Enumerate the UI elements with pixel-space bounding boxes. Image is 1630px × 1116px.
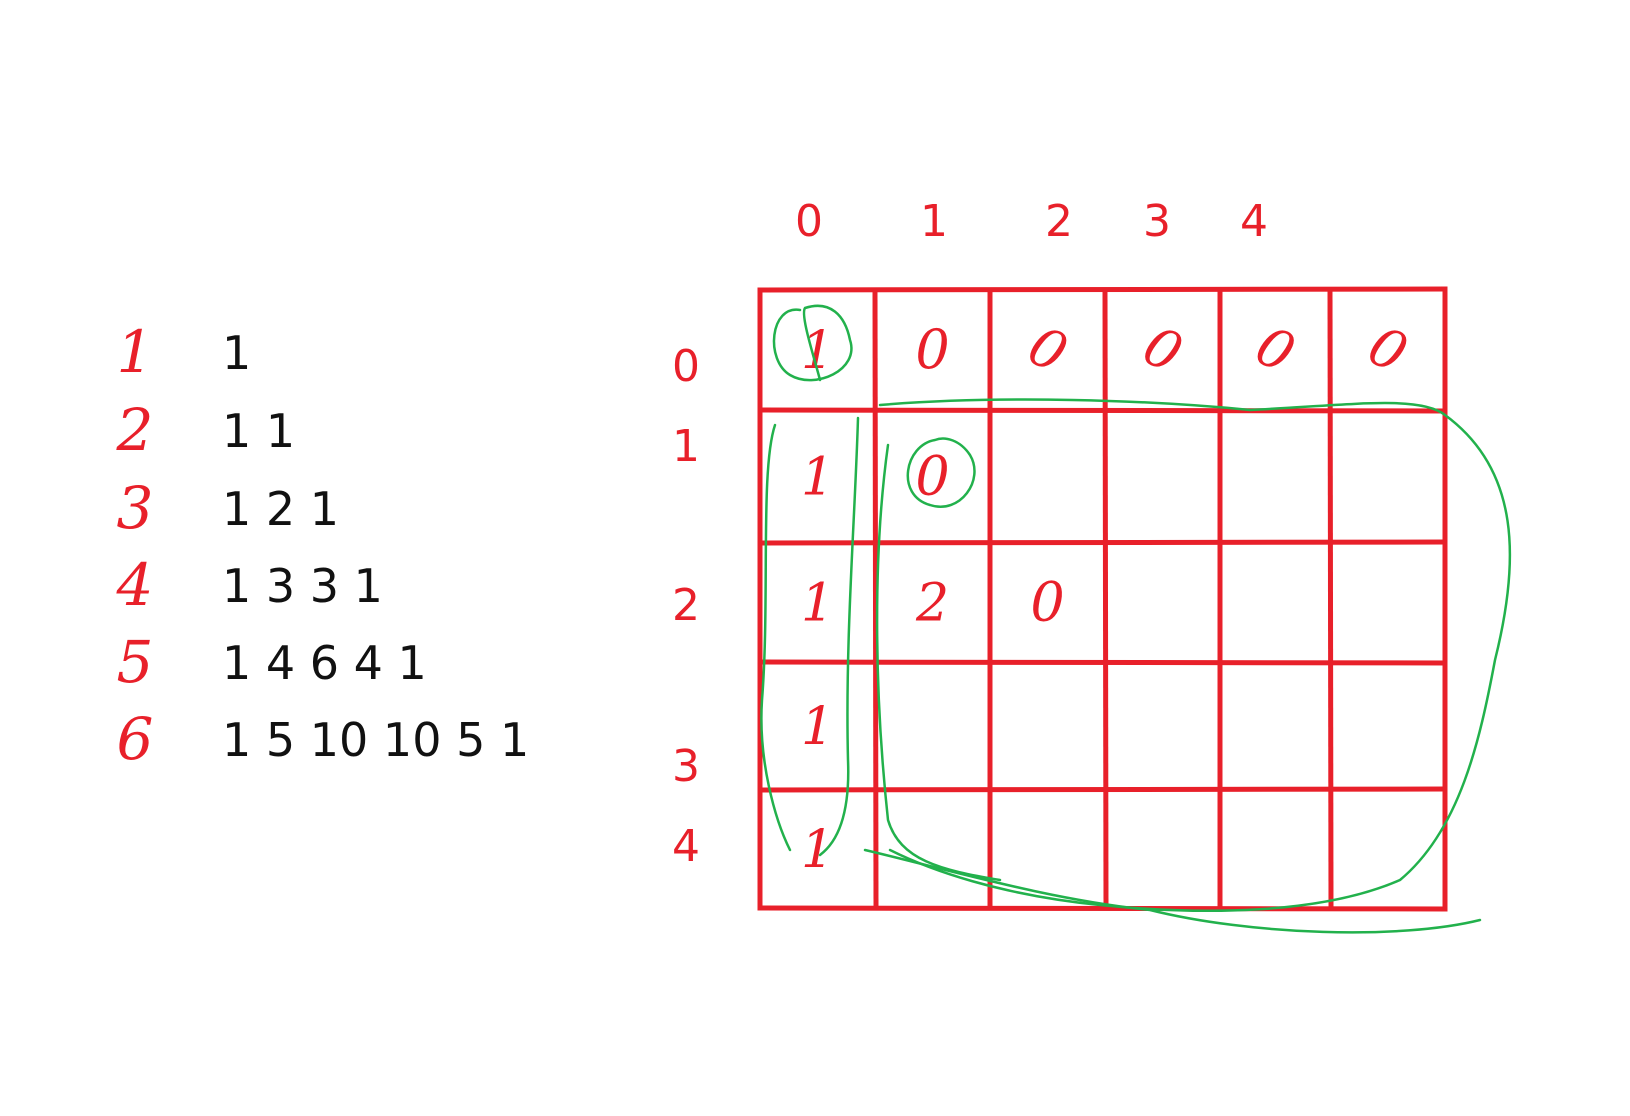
column-label-4: 4 [1240, 196, 1268, 247]
grid-hline-1 [760, 410, 1445, 411]
handwritten-row-numbers [116, 318, 154, 773]
grid-hline-2 [760, 542, 1445, 543]
cell-value-r2-c1: 2 [915, 573, 950, 634]
grid-vline-3 [1105, 290, 1106, 908]
column-label-0: 0 [795, 196, 823, 247]
triangle-row-1: 1 [222, 326, 252, 380]
handwritten-index-1: 1 [116, 318, 154, 386]
green-left-stroke-1 [761, 425, 790, 850]
grid-hline-0 [760, 289, 1445, 290]
cell-value-r0-c0: 1 [800, 321, 835, 381]
cell-value-r0-c5: 0 [1358, 313, 1417, 386]
handwritten-index-6: 6 [116, 705, 154, 773]
row-label-2: 2 [672, 580, 700, 631]
row-label-0: 0 [672, 341, 700, 392]
column-label-1: 1 [920, 196, 948, 247]
grid-vline-5 [1330, 290, 1331, 908]
triangle-row-5: 1 4 6 4 1 [222, 636, 427, 690]
triangle-row-2: 1 1 [222, 404, 296, 458]
row-label-4: 4 [672, 821, 700, 872]
cell-value-r0-c4: 0 [1246, 313, 1305, 386]
cell-value-r0-c2: 0 [1018, 313, 1077, 386]
cell-value-r2-c0: 1 [800, 573, 835, 634]
cell-value-r1-c0: 1 [800, 447, 835, 508]
handwritten-cell-values [801, 314, 1417, 880]
column-label-2: 2 [1045, 196, 1073, 247]
red-grid [760, 289, 1445, 909]
cell-value-r0-c1: 0 [915, 318, 950, 381]
row-label-1: 1 [672, 421, 700, 472]
triangle-row-3: 1 2 1 [222, 482, 340, 536]
handwritten-index-4: 4 [116, 551, 154, 619]
cell-value-r2-c2: 0 [1030, 570, 1065, 634]
cell-value-r3-c0: 1 [800, 697, 835, 757]
grid-hline-3 [760, 662, 1445, 663]
triangle-row-6: 1 5 10 10 5 1 [222, 713, 530, 767]
cell-value-r4-c0: 1 [800, 820, 835, 880]
column-label-3: 3 [1143, 196, 1171, 247]
triangle-row-4: 1 3 3 1 [222, 559, 383, 613]
cell-value-r0-c3: 0 [1133, 313, 1192, 386]
grid-hline-5 [760, 908, 1445, 909]
handwritten-index-2: 2 [116, 396, 154, 464]
row-label-3: 3 [672, 741, 700, 792]
green-bottom-sweep [865, 850, 1480, 932]
grid-hline-4 [760, 789, 1445, 790]
handwritten-index-5: 5 [116, 628, 154, 696]
cell-value-r1-c1: 0 [915, 444, 950, 508]
grid-vline-1 [875, 290, 876, 908]
handwritten-index-3: 3 [116, 474, 154, 542]
